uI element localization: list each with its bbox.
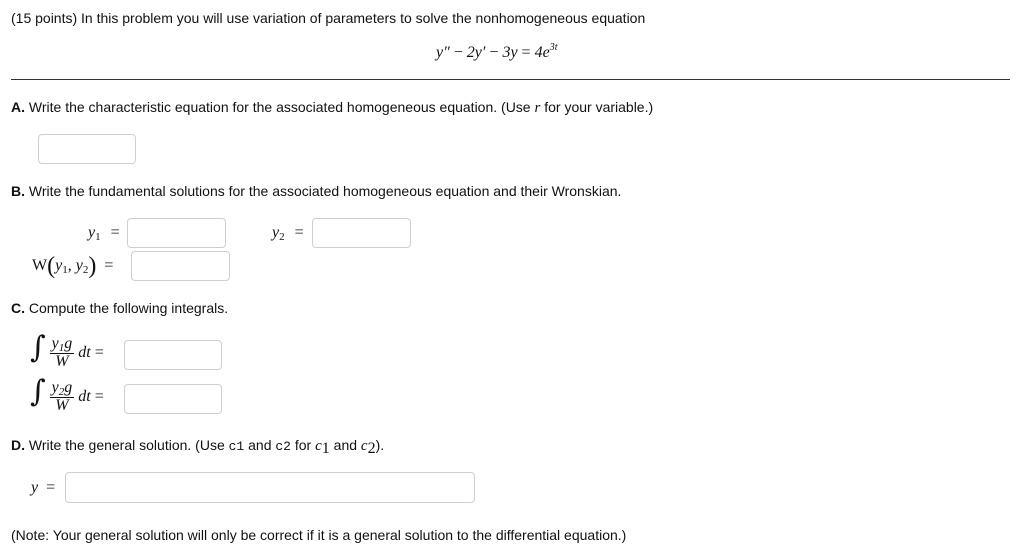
part-a-text-after: for your variable.) — [540, 99, 654, 115]
integral-1-input[interactable] — [124, 340, 222, 370]
part-d-text-after: ). — [375, 437, 385, 453]
y2-symbol: y — [272, 224, 280, 241]
note-text: (Note: Your general solution will only be correct if it is a general solution to the differential equation.) — [11, 527, 627, 543]
equation-three-y: 3y — [502, 44, 518, 61]
main-equation — [436, 44, 557, 62]
part-d-c1-code: c1 — [228, 439, 245, 454]
part-a-letter: A. — [11, 99, 25, 115]
integral-1-numerator — [50, 336, 75, 353]
part-c-letter: C. — [11, 300, 25, 316]
part-d-c2-math-sub: 2 — [367, 440, 376, 457]
integral-1-num-y: y — [51, 335, 59, 353]
integral-1-num-sub: 1 — [58, 342, 65, 355]
part-a-prompt — [11, 99, 653, 117]
characteristic-equation-input[interactable] — [38, 134, 136, 164]
wronskian-y1-sub: 1 — [62, 264, 68, 276]
equation-minus-2: − — [489, 44, 499, 61]
problem-statement: (15 points) In this problem you will use variation of parameters to solve the nonhomogeneous equation — [11, 10, 646, 26]
equation-two-y-prime: 2y′ — [466, 44, 486, 61]
equation-y-double-prime: y″ — [436, 44, 450, 61]
part-d-text-before: Write the general solution. (Use — [25, 437, 229, 453]
general-solution-y: y — [31, 479, 39, 496]
integral-2-fraction — [50, 380, 75, 415]
part-d-prompt — [11, 437, 384, 455]
integral-1-num-g: g — [64, 335, 73, 353]
wronskian-y2-sub: 2 — [82, 264, 89, 276]
equation-equals: = — [521, 44, 531, 61]
y2-equals: = — [294, 224, 304, 241]
wronskian-equals: = — [104, 257, 114, 274]
y1-equals: = — [110, 224, 120, 241]
general-solution-equals: = — [46, 479, 56, 496]
part-d-c2-math: c — [360, 438, 368, 454]
divider — [11, 79, 1010, 80]
y2-label — [272, 224, 304, 242]
integral-2-num-sub: 2 — [58, 386, 65, 399]
wronskian-y2: y — [75, 257, 83, 274]
integral-2-equals: = — [94, 388, 104, 405]
equation-rhs-exponent: 3t — [549, 42, 558, 53]
part-d-letter: D. — [11, 437, 25, 453]
part-b-text: Write the fundamental solutions for the associated homogeneous equation and their Wronskian. — [25, 183, 622, 199]
integral-2-dt: dt — [78, 388, 91, 405]
integral-1-sign: ∫ — [30, 330, 46, 365]
wronskian-symbol: W — [32, 257, 48, 274]
y2-input[interactable] — [312, 218, 411, 248]
part-c-prompt — [11, 300, 228, 316]
integral-2-numerator — [50, 380, 75, 397]
general-solution-input[interactable] — [65, 472, 475, 503]
part-a-text-before: Write the characteristic equation for the associated homogeneous equation. (Use — [25, 99, 535, 115]
integral-1-fraction — [50, 336, 75, 371]
wronskian-comma: , — [67, 257, 72, 274]
wronskian-lparen: ( — [47, 253, 56, 279]
equation-minus-1: − — [453, 44, 463, 61]
integral-1 — [30, 330, 104, 371]
integral-2-denominator: W — [50, 397, 75, 415]
part-d-and-1: and — [244, 437, 276, 453]
part-b-letter: B. — [11, 183, 25, 199]
integral-1-denominator: W — [50, 353, 75, 371]
integral-2-num-g: g — [64, 379, 73, 397]
integral-1-dt: dt — [78, 344, 91, 361]
part-d-c2-code: c2 — [275, 439, 291, 454]
wronskian-input[interactable] — [131, 251, 230, 281]
part-d-c1-math-sub: 1 — [321, 440, 330, 457]
wronskian-rparen: ) — [88, 253, 97, 279]
y2-subscript: 2 — [279, 231, 285, 243]
part-c-text: Compute the following integrals. — [25, 300, 229, 316]
part-d-and-2: and — [329, 437, 361, 453]
y1-subscript: 1 — [95, 231, 101, 243]
wronskian-y1: y — [55, 257, 63, 274]
equation-rhs: 4e — [534, 44, 550, 61]
part-d-c1-math: c — [315, 438, 322, 454]
y1-symbol: y — [88, 224, 96, 241]
integral-2-num-y: y — [51, 379, 59, 397]
integral-2-input[interactable] — [124, 384, 222, 414]
integral-2 — [30, 374, 104, 415]
part-d-for: for — [290, 437, 316, 453]
integral-1-equals: = — [94, 344, 104, 361]
wronskian-label — [32, 253, 113, 280]
general-solution-label — [31, 479, 55, 497]
y1-label — [88, 224, 120, 242]
part-b-prompt — [11, 183, 621, 199]
integral-2-sign: ∫ — [30, 374, 46, 409]
y1-input[interactable] — [127, 218, 226, 248]
part-a-variable: r — [534, 100, 541, 116]
